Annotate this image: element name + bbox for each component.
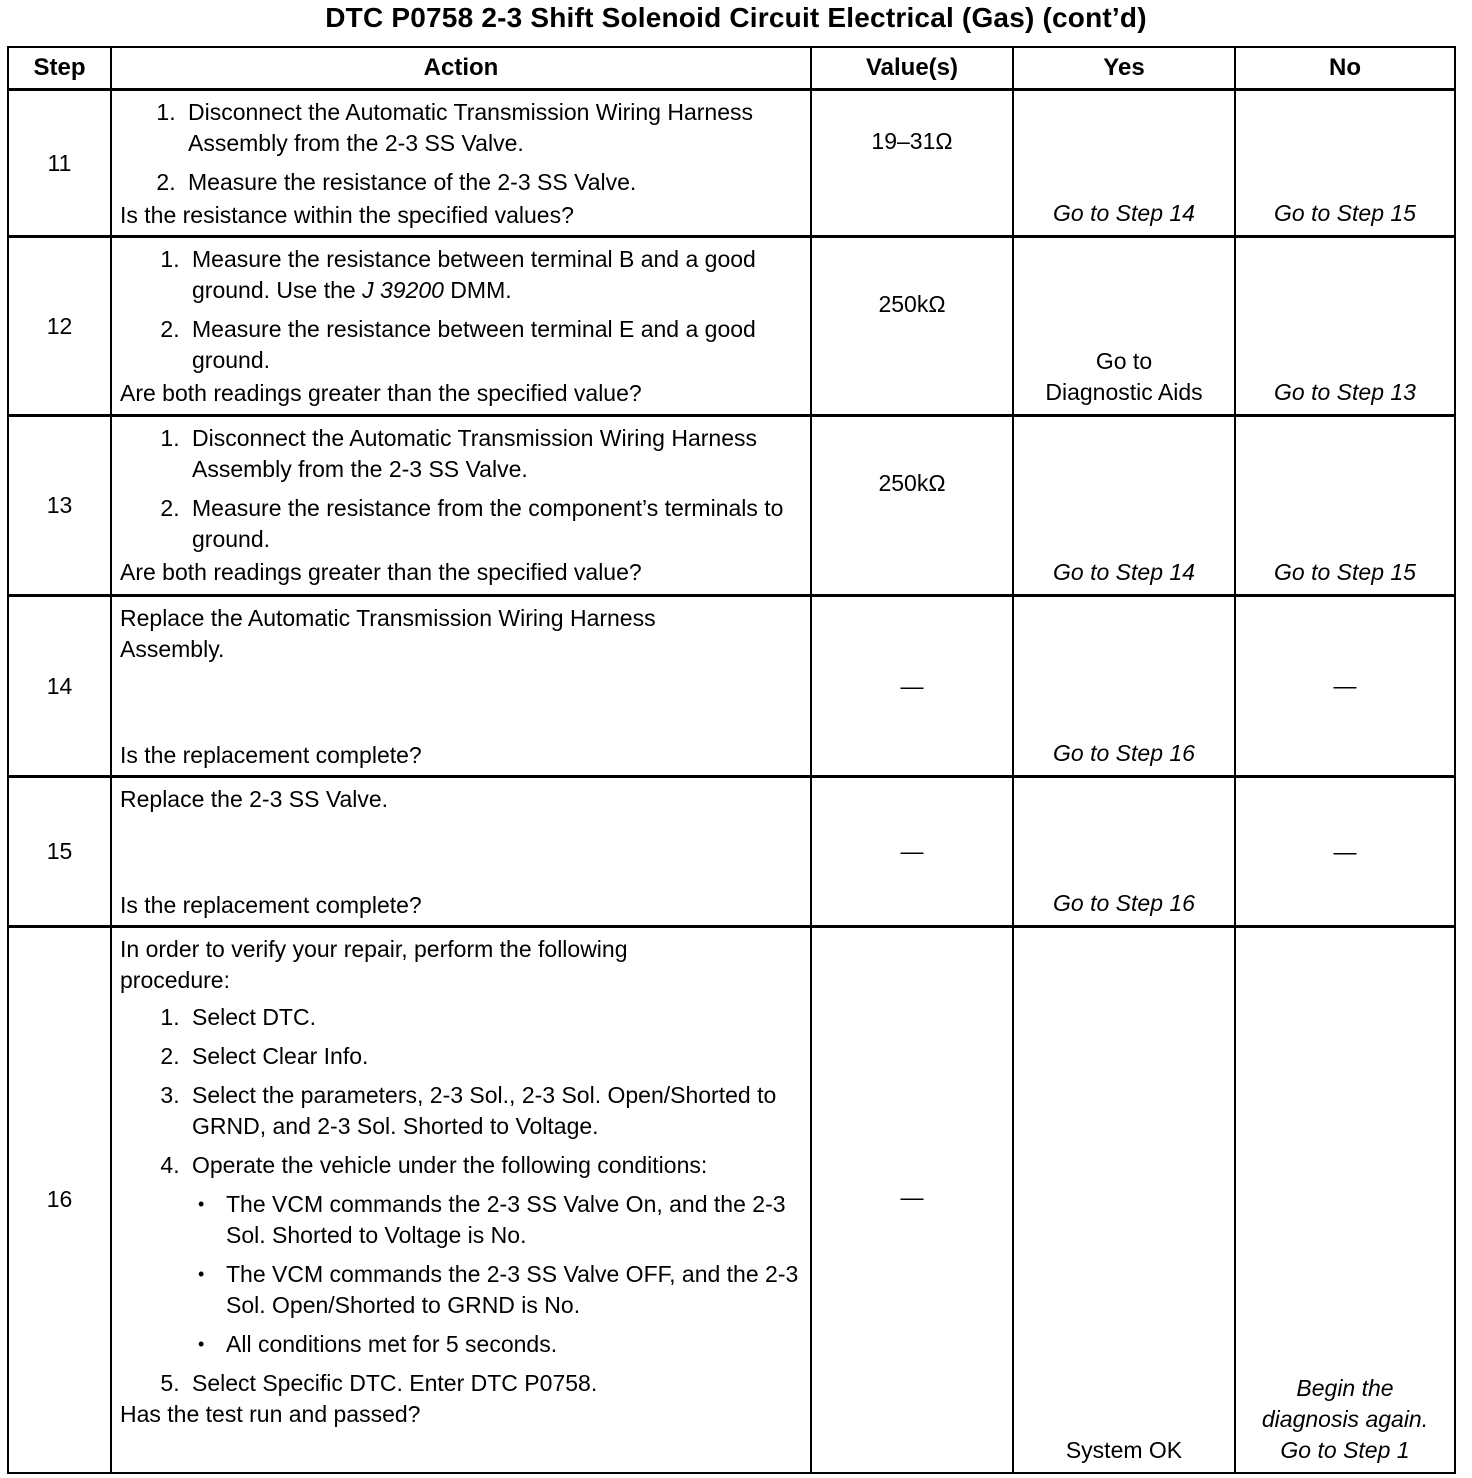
yes-cell [1013,237,1235,416]
list-item: 2. Measure the resistance between terminal E and a good ground. [186,314,802,376]
value-text: — [900,838,924,864]
action-cell [111,777,811,927]
item-text: Measure the resistance between terminal B and a good ground. Use the [192,246,756,303]
no-cell [1235,90,1455,237]
yes-answer: Go to Step 16 [1053,890,1195,916]
action-cell [111,927,811,1473]
value-cell [811,927,1013,1473]
value-text: — [900,672,924,699]
step-number: 14 [8,596,111,777]
header-step: Step [8,47,111,90]
action-text: Replace the 2-3 SS Valve. [120,786,389,812]
step-number: 16 [8,927,111,1473]
value-cell [811,90,1013,237]
action-cell [111,237,811,416]
item-text: Operate the vehicle under the following conditions: [192,1152,708,1178]
answer-line: Begin the [1296,1374,1394,1401]
step-question: Are both readings greater than the specified value? [120,559,642,585]
no-answer: Go to Step 13 [1274,379,1416,405]
header-no: No [1235,47,1455,90]
step-question: Is the replacement complete? [120,742,422,768]
yes-answer: Go to Step 14 [1053,200,1195,226]
value-cell [811,596,1013,777]
yes-cell [1013,416,1235,596]
answer-line: Diagnostic Aids [1045,379,1203,405]
value-text: 250kΩ [878,290,946,317]
no-answer: Go to Step 15 [1274,559,1416,585]
list-item: 5. Select Specific DTC. Enter DTC P0758. [186,1368,802,1399]
step-number: 15 [8,777,111,927]
list-item: 2. Measure the resistance from the component’s terminals to ground. [186,493,802,555]
no-cell [1235,777,1455,927]
step-question: Is the resistance within the specified values? [120,202,574,228]
no-answer: — [1333,672,1357,699]
step-number: 12 [8,237,111,416]
list-item: 1. Disconnect the Automatic Transmission Wiring Harness Assembly from the 2-3 SS Valve. [182,97,802,159]
page-title: DTC P0758 2-3 Shift Solenoid Circuit Electrical (Gas) (cont’d) [325,2,1147,33]
no-cell [1235,237,1455,416]
action-cell [111,416,811,596]
table-row [8,90,1455,237]
no-cell [1235,416,1455,596]
answer-line: Go to [1095,348,1153,374]
table-row [8,927,1455,1473]
header-action: Action [111,47,811,90]
procedure-intro: In order to verify your repair, perform the following procedure: [120,936,628,993]
header-yes: Yes [1013,47,1235,90]
list-item: 1. Disconnect the Automatic Transmission Wiring Harness Assembly from the 2-3 SS Valve. [186,423,802,485]
list-item: 3. Select the parameters, 2-3 Sol., 2-3 Sol. Open/Shorted to GRND, and 2-3 Sol. Shorted to Voltage. [186,1080,802,1142]
item-text: DMM. [443,277,512,303]
step-question: Has the test run and passed? [120,1401,421,1427]
step-number: 11 [8,90,111,237]
condition-item: • The VCM commands the 2-3 SS Valve On, and the 2-3 Sol. Shorted to Voltage is No. [222,1189,802,1251]
yes-answer: Go to Step 14 [1053,559,1195,585]
no-answer: — [1333,838,1357,864]
value-cell [811,237,1013,416]
header-values: Value(s) [811,47,1013,90]
no-answer: Go to Step 15 [1274,200,1416,226]
list-item: 2. Select Clear Info. [186,1041,802,1072]
value-text: 19–31Ω [871,127,953,154]
yes-cell [1013,90,1235,237]
yes-answer: Go to Step 16 [1053,740,1195,766]
condition-item: • All conditions met for 5 seconds. [222,1329,802,1360]
table-row [8,777,1455,927]
no-cell [1235,596,1455,777]
table-row [8,416,1455,596]
diagnostic-table [7,46,1456,1474]
table-header-row [8,47,1455,90]
action-cell [111,90,811,237]
no-cell [1235,927,1455,1473]
table-row [8,237,1455,416]
value-cell [811,416,1013,596]
yes-cell [1013,927,1235,1473]
conditions-list [192,1189,802,1360]
step-number: 13 [8,416,111,596]
list-item [186,244,802,306]
answer-line: diagnosis again. [1261,1405,1429,1432]
table-row [8,596,1455,777]
value-cell [811,777,1013,927]
condition-item: • The VCM commands the 2-3 SS Valve OFF, and the 2-3 Sol. Open/Shorted to GRND is No. [222,1259,802,1321]
action-cell [111,596,811,777]
value-text: — [900,1184,924,1211]
value-text: 250kΩ [878,470,946,496]
answer-line: Go to Step 1 [1280,1436,1410,1463]
step-question: Are both readings greater than the specified value? [120,380,642,406]
action-text: Replace the Automatic Transmission Wiring Harness Assembly. [120,605,656,662]
yes-cell [1013,596,1235,777]
list-item [186,1150,802,1360]
yes-cell [1013,777,1235,927]
yes-answer [1014,346,1234,408]
list-item: 1. Select DTC. [186,1002,802,1033]
yes-answer: System OK [1065,1436,1183,1463]
list-item: 2. Measure the resistance of the 2-3 SS Valve. [182,167,802,198]
no-answer [1236,1373,1454,1466]
tool-reference: J 39200 [362,277,444,303]
step-question: Is the replacement complete? [120,892,422,918]
